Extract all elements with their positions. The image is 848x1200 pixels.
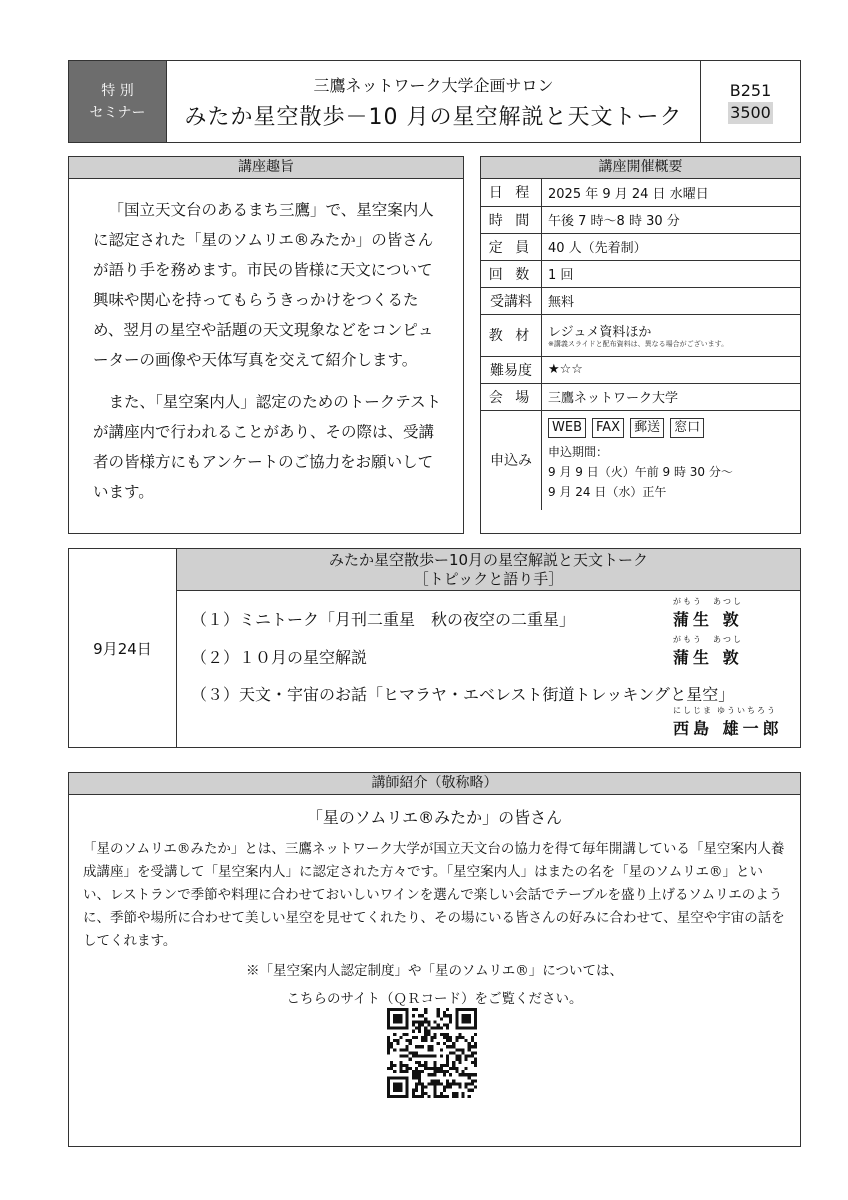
program-heading <box>177 549 800 591</box>
course-fee-code: 3500 <box>730 102 771 122</box>
apply-period-label: 申込期間： <box>548 445 609 460</box>
overview-row-venue: 会 場 三鷹ネットワーク大学 <box>481 383 800 410</box>
organizer: 三鷹ネットワーク大学企画サロン <box>313 75 554 95</box>
topic-2: （２）１０月の星空解説 <box>191 648 368 667</box>
course-overview <box>480 156 801 534</box>
apply-period-to: 9 月 24 日（水）正午 <box>548 485 667 500</box>
apply-methods <box>548 418 794 438</box>
materials-note: ※講義スライドと配布資料は、異なる場合がございます。 <box>548 340 729 348</box>
speaker-1: がもう あつし 蒲生 敦 <box>673 597 743 629</box>
overview-row-capacity: 定 員 40 人（先着制） <box>481 233 800 260</box>
program-date: 9月24日 <box>69 549 177 747</box>
overview-table <box>481 179 800 510</box>
summary-heading: 講座趣旨 <box>69 157 463 179</box>
apply-method-web: WEB <box>548 418 586 438</box>
overview-heading: 講座開催概要 <box>481 157 800 179</box>
apply-method-mail: 郵送 <box>630 418 664 438</box>
apply-method-counter: 窓口 <box>670 418 704 438</box>
overview-row-apply: 申込み WEB FAX 郵送 窓口 申込期間： 9 月 9 日（火）午前 9 時 30 分～ 9 月 24 日（水）正午 <box>481 410 800 510</box>
badge-line1: 特 別 <box>101 82 134 99</box>
badge-line2: セミナー <box>89 104 146 121</box>
speaker-3: にしじま ゆういちろう 西島 雄一郎 <box>673 706 783 738</box>
overview-row-materials: 教 材 レジュメ資料ほか ※講義スライドと配布資料は、異なる場合がございます。 <box>481 314 800 356</box>
lecturer-heading: 講師紹介（敬称略） <box>69 773 800 795</box>
program <box>68 548 801 748</box>
speaker-2: がもう あつし 蒲生 敦 <box>673 635 743 667</box>
lecturer-intro <box>68 772 801 1147</box>
topic-1: （１）ミニトーク「月刊二重星 秋の夜空の二重星」 <box>191 610 576 629</box>
course-summary <box>68 156 464 534</box>
program-title: みたか星空散歩ー10月の星空解説と天文トーク <box>328 551 649 569</box>
apply-method-fax: FAX <box>592 418 624 438</box>
summary-paragraph-1: 「国立天文台のあるまち三鷹」で、星空案内人に認定された「星のソムリエ®みたか」の皆さんが語り手を務めます。市民の皆様に天文について興味や関心を持ってもらうきっかけをつくるため、翌月の星空や話題の天文現象などをコンピューターの画像や天体写真を交えて紹介します。 <box>93 201 434 369</box>
apply-period-from: 9 月 9 日（火）午前 9 時 30 分～ <box>548 465 733 480</box>
overview-row-sessions: 回 数 1 回 <box>481 260 800 287</box>
page-title: みたか星空散歩－10 月の星空解説と天文トーク <box>184 104 683 130</box>
program-subtitle: ［トピックと語り手］ <box>413 570 564 588</box>
overview-row-fee: 受講料 無料 <box>481 287 800 314</box>
overview-row-time: 時 間 午後 7 時～8 時 30 分 <box>481 206 800 233</box>
special-seminar-badge <box>69 61 167 142</box>
overview-row-difficulty: 難易度 ★☆☆ <box>481 356 800 383</box>
overview-row-date: 日 程 2025 年 9 月 24 日 水曜日 <box>481 179 800 206</box>
header <box>68 60 801 143</box>
materials-value: レジュメ資料ほか <box>548 325 652 340</box>
summary-paragraph-2: また、「星空案内人」認定のためのトークテストが講座内で行われることがあり、その際は、受講者の皆様方にもアンケートのご協力をお願いしています。 <box>93 393 442 501</box>
qr-note-1: ※「星空案内人認定制度」や「星のソムリエ®」については、 <box>245 963 624 979</box>
qr-code-icon[interactable] <box>387 1008 477 1098</box>
course-code: B251 <box>729 80 772 100</box>
qr-note-2: こちらのサイト（ＱＲコード）をご覧ください。 <box>286 991 583 1007</box>
lecturer-name: 「星のソムリエ®みたか」の皆さん <box>306 808 563 827</box>
topic-3: （３）天文・宇宙のお話「ヒマラヤ・エベレスト街道トレッキングと星空」 <box>191 685 735 704</box>
course-codes <box>701 61 800 142</box>
title-area <box>167 61 701 142</box>
lecturer-description: 「星のソムリエ®みたか」とは、三鷹ネットワーク大学が国立天文台の協力を得て毎年開講している「星空案内人養成講座」を受講して「星空案内人」に認定された方々です。「星空案内人」はまたの名を「星のソムリエ®」といい、レストランで季節や料理に合わせておいしいワインを選んで楽しい会話でテーブルを盛り上げるソムリエのように、季節や場所に合わせて美しい星空を見せてくれたり、その場にいる皆さんの好みに合わせて、星空や宇宙の話をしてくれます。 <box>83 841 785 949</box>
